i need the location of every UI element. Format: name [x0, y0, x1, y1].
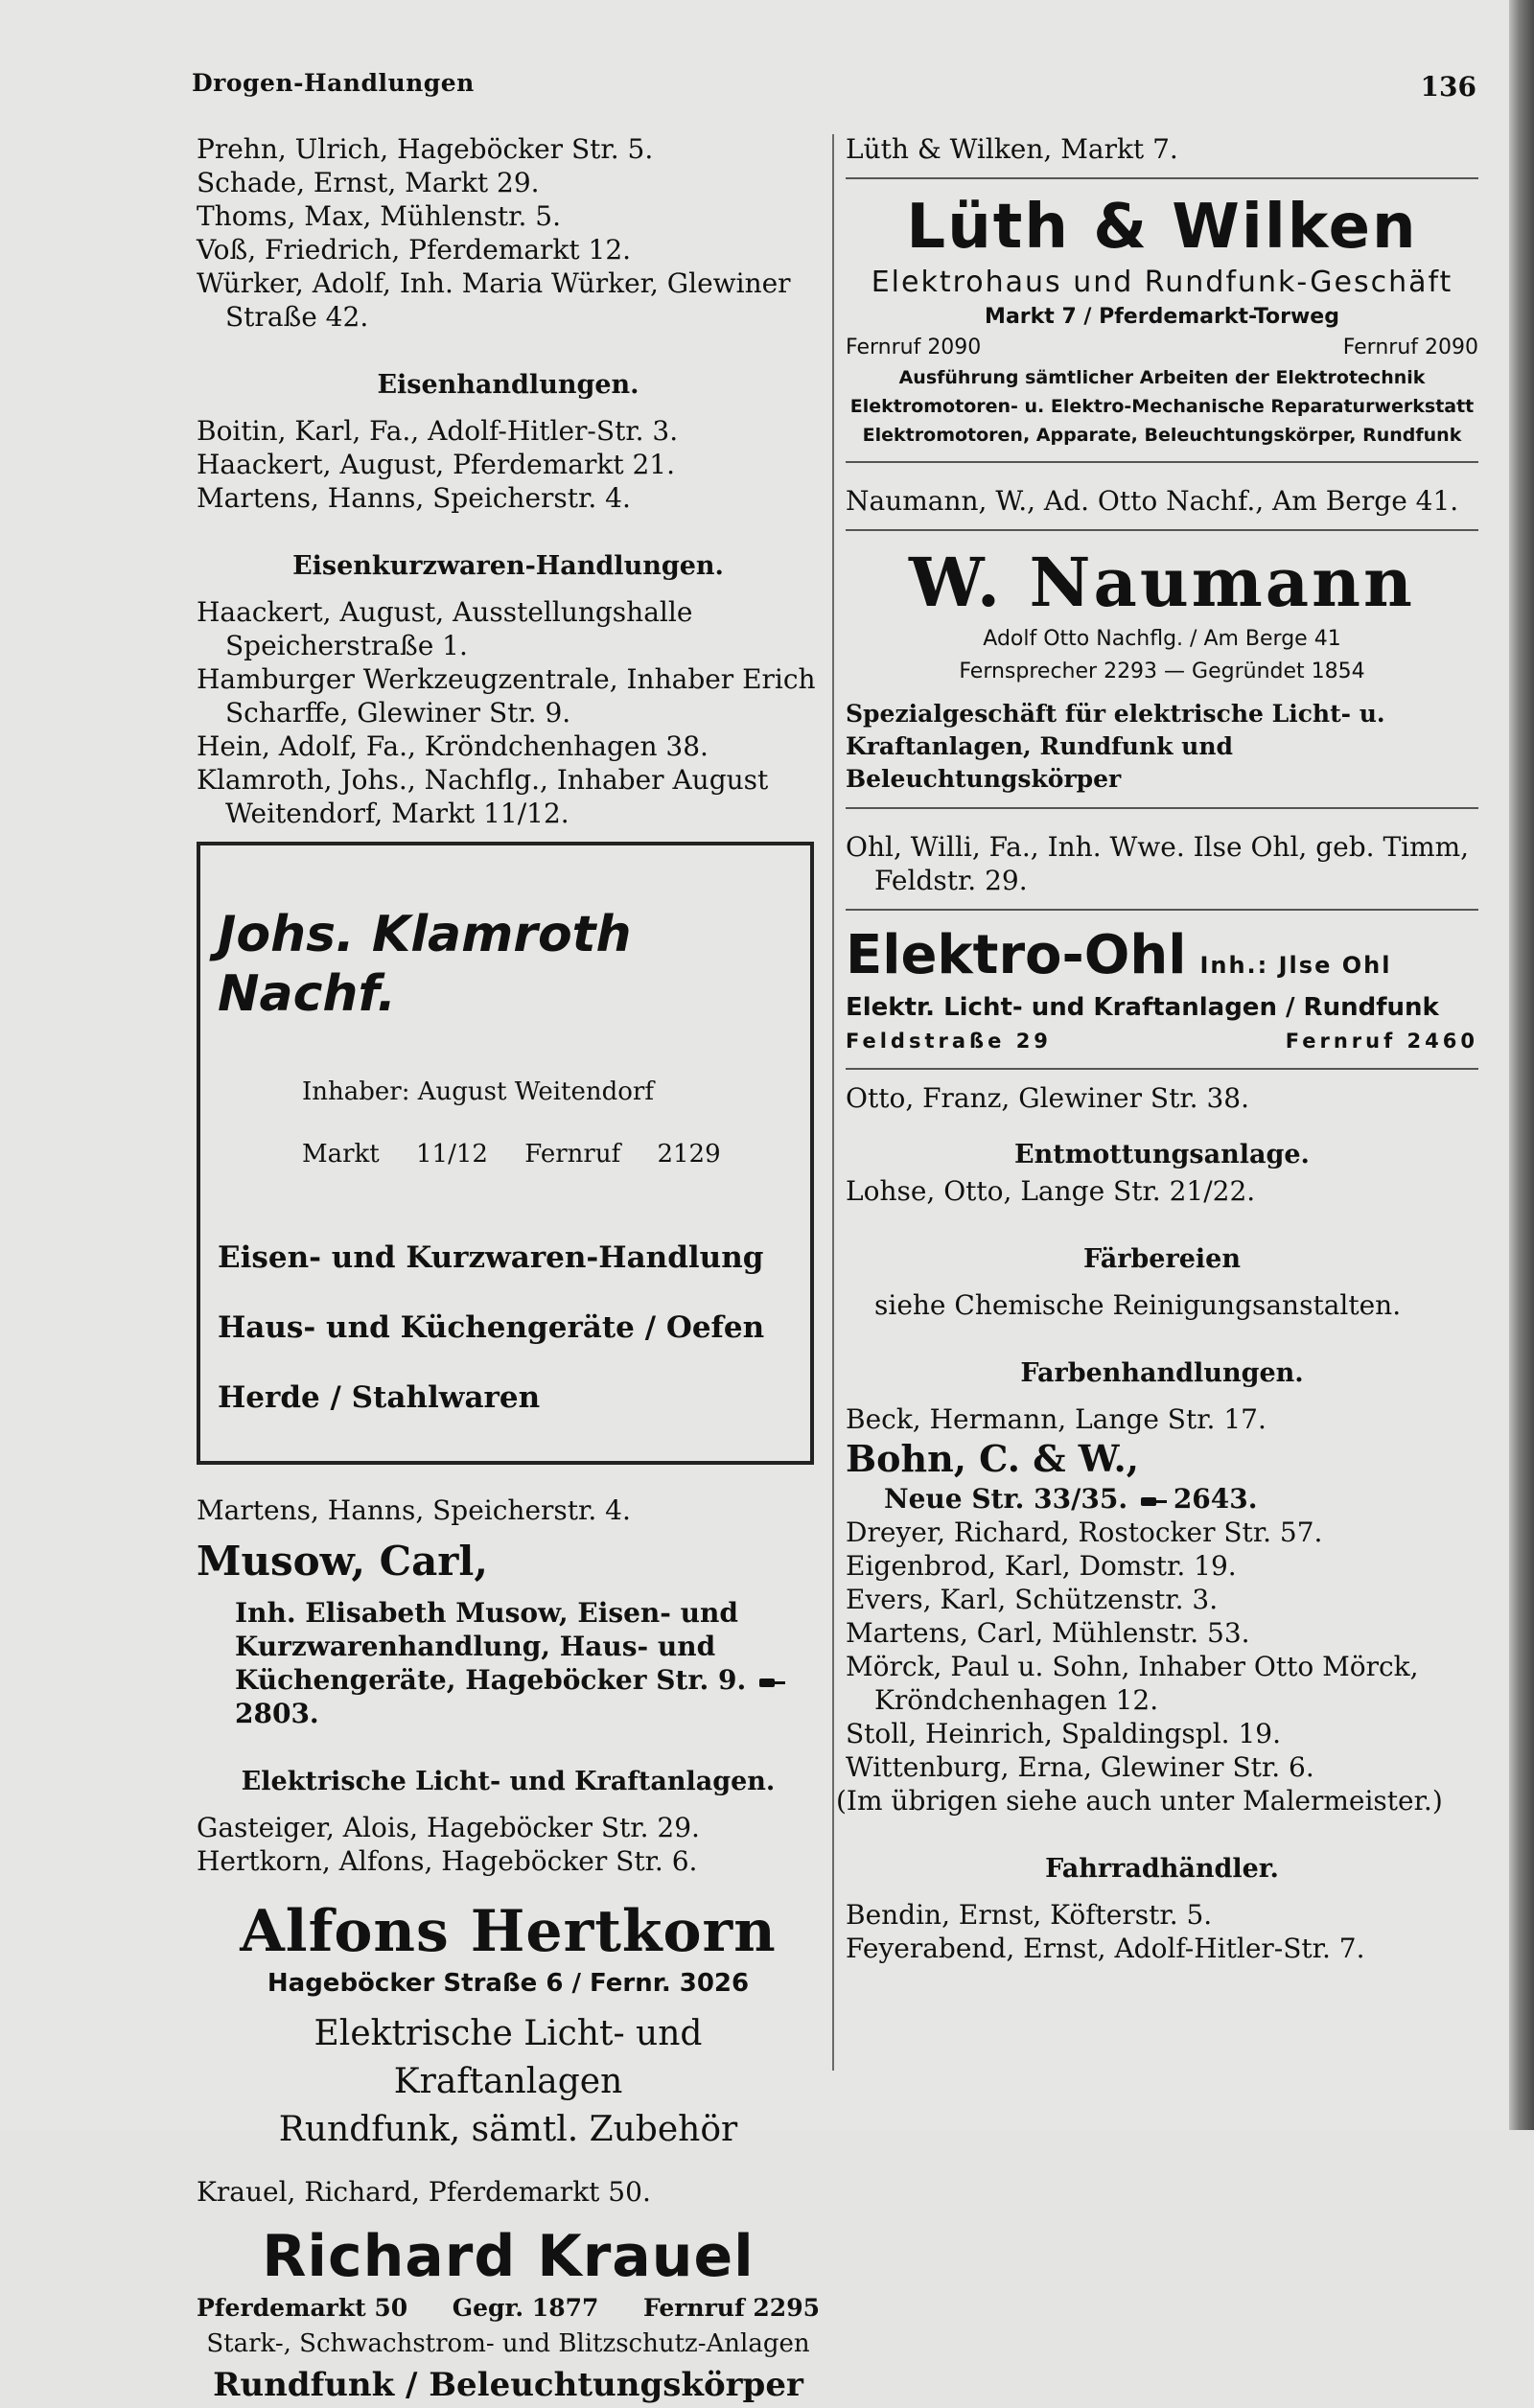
- divider: [846, 909, 1478, 911]
- category-heading-eisenkurzwaren: Eisenkurzwaren-Handlungen.: [292, 551, 724, 581]
- list-item: Schade, Ernst, Markt 29.: [197, 167, 540, 198]
- telephone-icon: [1141, 1494, 1168, 1508]
- ad-title: Johs. Klamroth Nachf.: [218, 906, 632, 1023]
- list-item: Martens, Hanns, Speicherstr. 4.: [197, 482, 631, 514]
- featured-entry-name: Bohn, C. & W.,: [846, 1437, 1139, 1480]
- cross-reference: (Im übrigen siehe auch unter Malermeister.): [836, 1785, 1443, 1817]
- list-item: Lohse, Otto, Lange Str. 21/22.: [846, 1175, 1256, 1207]
- ad-line: Spezialgeschäft für elektrische Licht- u. Kraftanlagen, Rundfunk und Beleuchtungskörper: [846, 700, 1385, 793]
- list-item: Beck, Hermann, Lange Str. 17.: [846, 1403, 1267, 1435]
- ad-line: Eisen- und Kurzwaren-Handlung: [218, 1240, 764, 1275]
- ad-line: Adolf Otto Nachflg. / Am Berge 41: [983, 627, 1341, 651]
- list-item: Feyerabend, Ernst, Adolf-Hitler-Str. 7.: [846, 1933, 1365, 1964]
- ad-phone-row: [846, 333, 1478, 363]
- ad-phone: Fernruf 2090: [1342, 336, 1478, 359]
- list-item: Bendin, Ernst, Köfterstr. 5.: [846, 1899, 1213, 1931]
- ad-title: Elektro-Ohl: [846, 924, 1187, 986]
- list-item: Ohl, Willi, Fa., Inh. Wwe. Ilse Ohl, geb. Timm, Feldstr. 29.: [846, 831, 1470, 896]
- featured-entry-text: Inh. Elisabeth Musow, Eisen- und Kurzwarenhandlung, Haus- und Küchengeräte, Hageböcker Str. 9.: [235, 1597, 747, 1696]
- list-item: Martens, Hanns, Speicherstr. 4.: [197, 1494, 631, 1526]
- divider: [846, 1068, 1478, 1070]
- category-heading-elektrische: Elektrische Licht- und Kraftanlagen.: [241, 1767, 776, 1796]
- list-item: Boitin, Karl, Fa., Adolf-Hitler-Str. 3.: [197, 415, 679, 447]
- list-item: Haackert, August, Pferdemarkt 21.: [197, 449, 676, 480]
- advertisement-krauel: [197, 2222, 820, 2408]
- ad-phone: Fernruf 2295: [642, 2294, 820, 2322]
- telephone-icon: [759, 1676, 786, 1689]
- featured-entry-phone: 2803.: [235, 1698, 319, 1729]
- ad-address: Feldstraße 29: [846, 1030, 1052, 1053]
- ad-contact-row: [197, 2291, 820, 2326]
- ad-line: Elektromotoren- u. Elektro-Mechanische Reparaturwerkstatt: [849, 396, 1475, 417]
- ad-founded: Gegr. 1877: [452, 2294, 599, 2322]
- advertisement-lueth-wilken: [846, 191, 1478, 450]
- list-item: Otto, Franz, Glewiner Str. 38.: [846, 1082, 1249, 1114]
- ad-line: Elektromotoren, Apparate, Beleuchtungskörper, Rundfunk: [862, 425, 1462, 446]
- cross-reference: siehe Chemische Reinigungsanstalten.: [874, 1289, 1402, 1321]
- category-heading-farbenhandlungen: Farbenhandlungen.: [1020, 1358, 1304, 1388]
- list-item: Eigenbrod, Karl, Domstr. 19.: [846, 1550, 1237, 1582]
- list-item: Voß, Friedrich, Pferdemarkt 12.: [197, 234, 632, 266]
- list-item: Lüth & Wilken, Markt 7.: [846, 133, 1178, 165]
- category-heading-entmottung: Entmottungsanlage.: [1014, 1140, 1310, 1169]
- list-item: Stoll, Heinrich, Spaldingspl. 19.: [846, 1718, 1282, 1749]
- category-heading-fahrradhaendler: Fahrradhändler.: [1045, 1854, 1279, 1884]
- page-number: 136: [1420, 71, 1476, 103]
- advertisement-elektro-ohl: [846, 922, 1478, 1056]
- left-column: [197, 132, 820, 2408]
- divider: [846, 177, 1478, 179]
- featured-entry-phone: 2643.: [1173, 1483, 1258, 1515]
- list-item: Dreyer, Richard, Rostocker Str. 57.: [846, 1517, 1323, 1548]
- section-title: Drogen-Handlungen: [192, 69, 475, 97]
- advertisement-hertkorn: [197, 1897, 820, 2154]
- ad-address: Hageböcker Straße 6 / Fernr. 3026: [267, 1969, 750, 1998]
- ad-line: Haus- und Küchengeräte / Oefen: [218, 1310, 765, 1345]
- ad-line: Fernsprecher 2293 — Gegründet 1854: [959, 660, 1365, 683]
- ad-line: Rundfunk / Beleuchtungskörper: [213, 2366, 803, 2404]
- ad-line: Rundfunk, sämtl. Zubehör: [278, 2110, 738, 2149]
- featured-entry-name: Musow, Carl,: [197, 1538, 489, 1585]
- page-header: [192, 61, 1476, 107]
- ad-line: Ausführung sämtlicher Arbeiten der Elektrotechnik: [898, 367, 1426, 388]
- list-item: Thoms, Max, Mühlenstr. 5.: [197, 200, 561, 232]
- divider: [846, 807, 1478, 809]
- list-item: Haackert, August, Ausstellungshalle Speicherstraße 1.: [197, 596, 693, 661]
- list-item: Naumann, W., Ad. Otto Nachf., Am Berge 41.: [846, 485, 1459, 517]
- list-item: Wittenburg, Erna, Glewiner Str. 6.: [846, 1751, 1314, 1783]
- list-item: Klamroth, Johs., Nachflg., Inhaber August Weitendorf, Markt 11/12.: [197, 764, 769, 829]
- ad-phone: Fernruf 2460: [1285, 1030, 1478, 1053]
- ad-contact-row: [846, 1026, 1478, 1056]
- ad-address: Markt 7 / Pferdemarkt-Torweg: [985, 305, 1339, 329]
- ad-contact-row: [218, 1135, 793, 1173]
- ad-address: Pferdemarkt 50: [197, 2294, 408, 2322]
- ad-line: Herde / Stahlwaren: [218, 1380, 541, 1415]
- column-divider: [832, 134, 834, 2071]
- category-heading-faerbereien: Färbereien: [1083, 1244, 1241, 1274]
- ad-address: Markt 11/12: [302, 1140, 488, 1169]
- ad-title: Richard Krauel: [262, 2223, 755, 2290]
- list-item: Mörck, Paul u. Sohn, Inhaber Otto Mörck, Kröndchenhagen 12.: [846, 1651, 1419, 1716]
- list-item: Würker, Adolf, Inh. Maria Würker, Glewiner Straße 42.: [197, 267, 791, 333]
- list-item: Gasteiger, Alois, Hageböcker Str. 29.: [197, 1812, 700, 1843]
- advertisement-naumann: [846, 543, 1478, 796]
- advertisement-klamroth: [197, 842, 814, 1465]
- featured-entry-detail: [846, 1482, 1478, 1516]
- ad-owner: Inhaber: August Weitendorf: [302, 1077, 654, 1106]
- list-item: Evers, Karl, Schützenstr. 3.: [846, 1584, 1219, 1615]
- page-edge-shadow: [1509, 0, 1534, 2130]
- featured-entry-address: Neue Str. 33/35.: [884, 1483, 1128, 1515]
- category-heading-eisenhandlungen: Eisenhandlungen.: [377, 370, 639, 400]
- ad-owner: Inh.: Jlse Ohl: [1199, 952, 1392, 979]
- list-item: Prehn, Ulrich, Hageböcker Str. 5.: [197, 133, 654, 165]
- divider: [846, 461, 1478, 463]
- divider: [846, 529, 1478, 531]
- list-item: Hertkorn, Alfons, Hageböcker Str. 6.: [197, 1845, 698, 1877]
- ad-title: W. Naumann: [909, 543, 1415, 622]
- ad-line: Elektrische Licht- und Kraftanlagen: [314, 2014, 703, 2101]
- list-item: Krauel, Richard, Pferdemarkt 50.: [197, 2176, 651, 2208]
- right-column: [836, 132, 1478, 1965]
- ad-phone: Fernruf 2129: [524, 1140, 721, 1169]
- ad-line: Stark-, Schwachstrom- und Blitzschutz-Anlagen: [206, 2329, 810, 2358]
- list-item: Hamburger Werkzeugzentrale, Inhaber Erich Scharffe, Glewiner Str. 9.: [197, 663, 816, 729]
- list-item: Hein, Adolf, Fa., Kröndchenhagen 38.: [197, 730, 709, 762]
- ad-phone: Fernruf 2090: [846, 336, 982, 359]
- ad-line: Elektr. Licht- und Kraftanlagen / Rundfunk: [846, 993, 1439, 1022]
- ad-title: Alfons Hertkorn: [240, 1898, 777, 1965]
- list-item: Martens, Carl, Mühlenstr. 53.: [846, 1617, 1250, 1649]
- ad-title-row: [846, 922, 1478, 989]
- featured-entry-detail: [197, 1596, 820, 1730]
- ad-subtitle: Elektrohaus und Rundfunk-Geschäft: [871, 266, 1453, 299]
- ad-title: Lüth & Wilken: [906, 192, 1418, 263]
